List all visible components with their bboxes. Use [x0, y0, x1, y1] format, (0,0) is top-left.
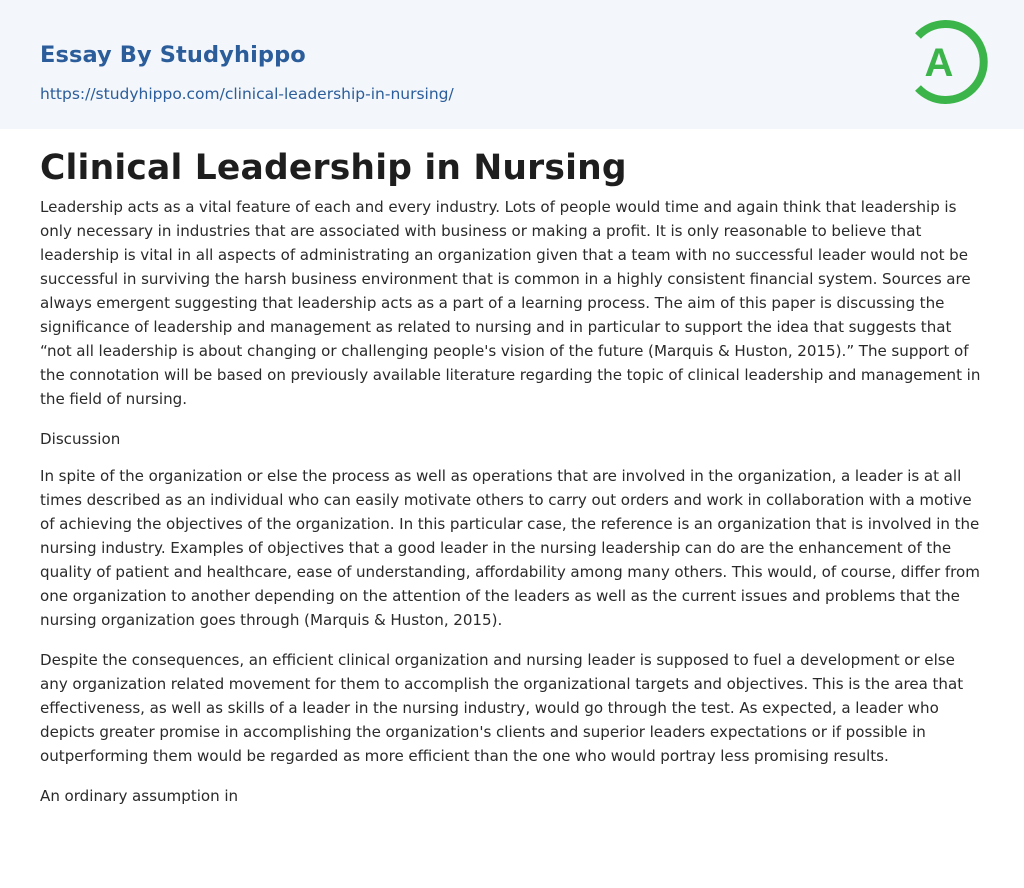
- source-url-link[interactable]: https://studyhippo.com/clinical-leadership-in-nursing/: [40, 85, 454, 103]
- site-header: [0, 0, 1024, 129]
- paragraph-intro: Leadership acts as a vital feature of each and every industry. Lots of people would time and again think that leadership is only necessary in industries that are associated with business or making a profit. It is only reasonable to believe that leadership is vital in all aspects of administrating an organization given that a team with no successful leader would not be successful in surviving the harsh business environment that is common in a highly consistent financial system. Sources are always emergent suggesting that leadership acts as a part of a learning process. The aim of this paper is discussing the significance of leadership and management as related to nursing and in particular to support the idea that suggests that “not all leadership is about changing or challenging people's vision of the future (Marquis & Huston, 2015).” The support of the connotation will be based on previously available literature regarding the topic of clinical leadership and management in the field of nursing.: [40, 198, 981, 408]
- section-heading-discussion: Discussion: [40, 430, 121, 448]
- paragraph-truncated: An ordinary assumption in: [40, 787, 239, 805]
- brand-title[interactable]: Essay By Studyhippo: [40, 42, 306, 68]
- paragraph-discussion-1: In spite of the organization or else the process as well as operations that are involved in the organization, a leader is at all times described as an individual who can easily motivate others to carry out orders and work in collaboration with a motive of achieving the objectives of the organization. In this particular case, the reference is an organization that is involved in the nursing industry. Examples of objectives that a good leader in the nursing leadership can do are the enhancement of the quality of patient and healthcare, ease of understanding, affordability among many others. This would, of course, differ from one organization to another depending on the attention of the leaders as well as the current issues and problems that the nursing organization goes through (Marquis & Huston, 2015).: [40, 467, 980, 629]
- studyhippo-logo-icon[interactable]: [908, 18, 988, 106]
- paragraph-discussion-2: Despite the consequences, an efficient clinical organization and nursing leader is supposed to fuel a development or else any organization related movement for them to accomplish the organizational targets and objectives. This is the area that effectiveness, as well as skills of a leader in the nursing industry, would go through the test. As expected, a leader who depicts greater promise in accomplishing the organization's clients and superior leaders expectations or if possible in outperforming them would be regarded as more efficient than the one who would portray less promising results.: [40, 651, 964, 765]
- logo-letter: A: [924, 41, 954, 85]
- article: [40, 147, 985, 824]
- page-title: Clinical Leadership in Nursing: [40, 148, 627, 188]
